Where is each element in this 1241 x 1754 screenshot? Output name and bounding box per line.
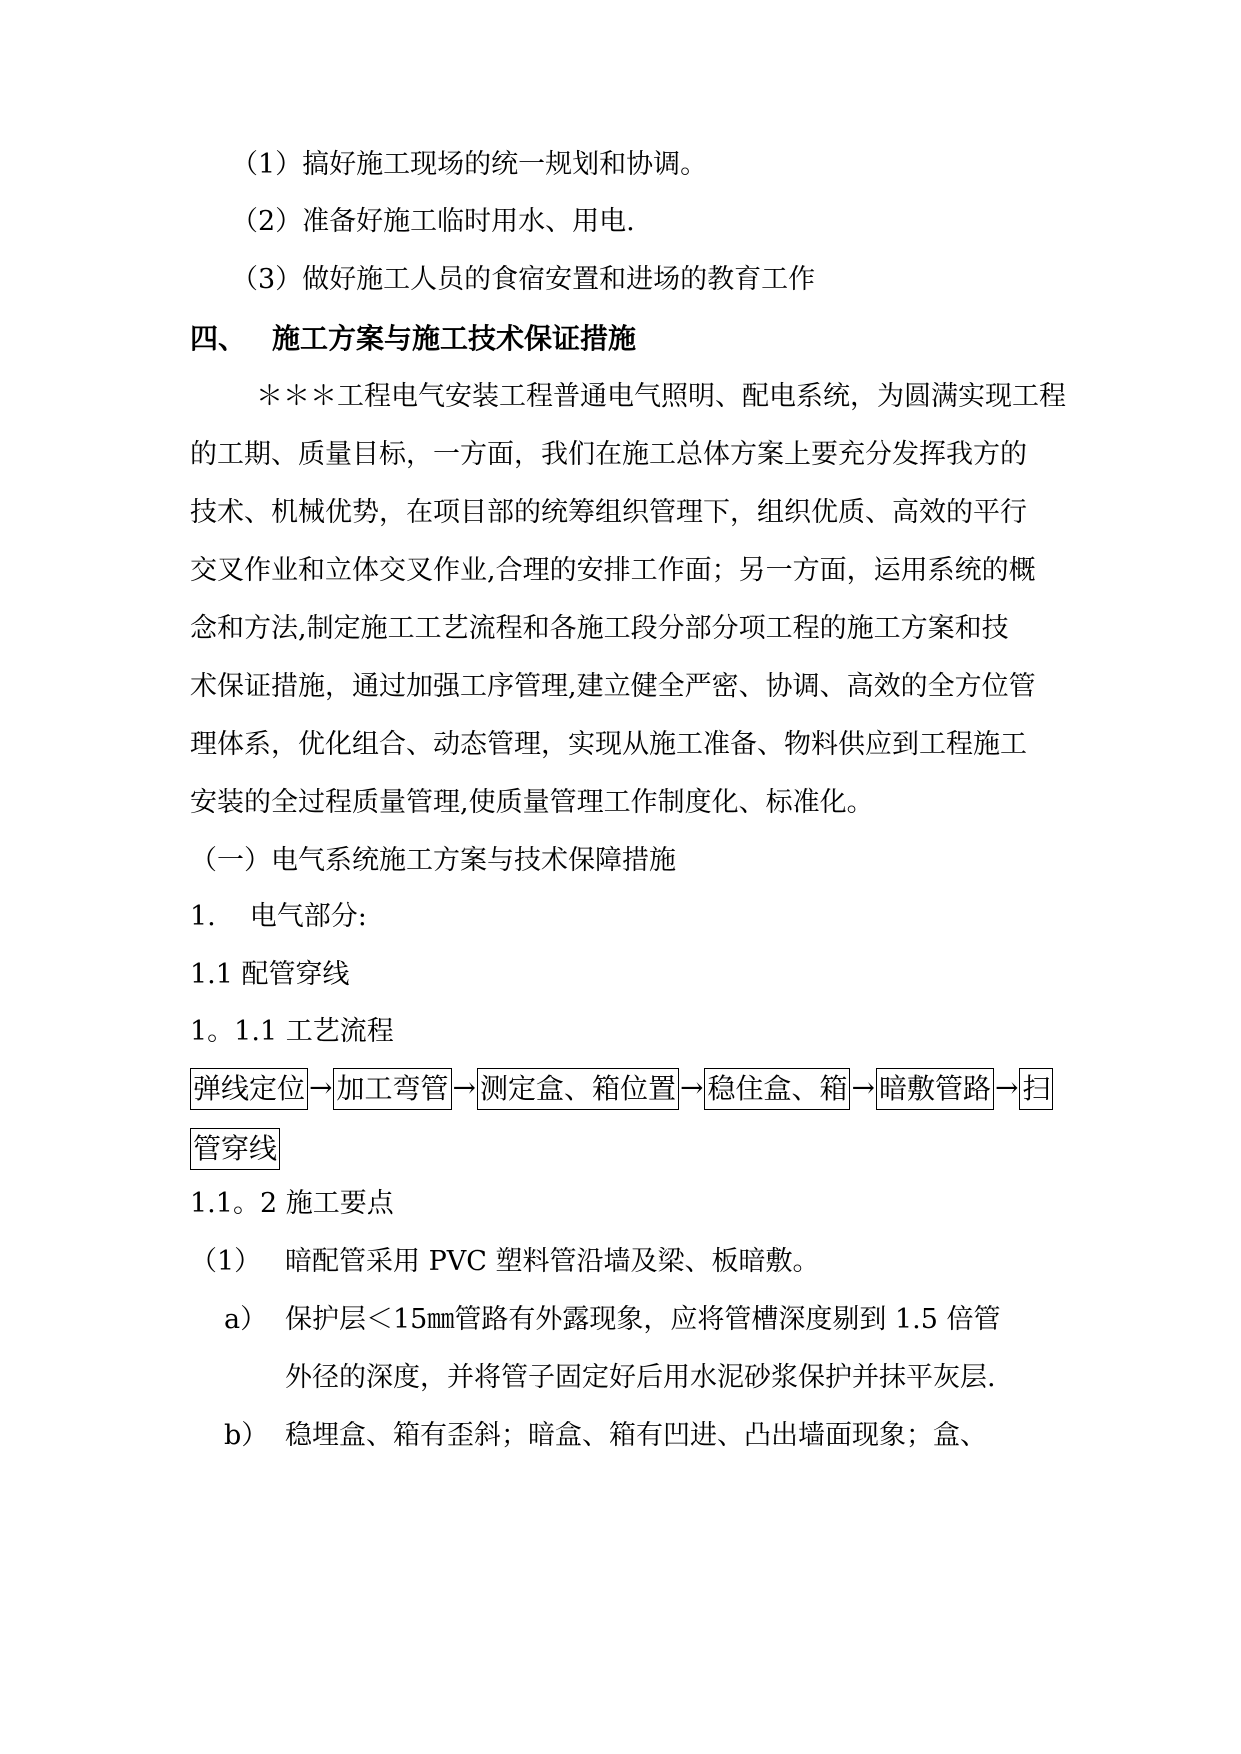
flow-step-6-end: 管穿线 <box>190 1128 280 1170</box>
flow-step-4: 稳住盒、箱 <box>704 1068 850 1110</box>
paragraph-line-6: 术保证措施，通过加强工序管理,建立健全严密、协调、高效的全方位管 <box>190 671 1036 702</box>
part-heading <box>190 900 367 934</box>
point-a-line-2: 外径的深度，并将管子固定好后用水泥砂浆保护并抹平灰层. <box>285 1362 996 1393</box>
flow-arrow-icon: → <box>994 1071 1019 1104</box>
point-1-number: （1） <box>190 1246 262 1277</box>
subsection-heading: （一）电气系统施工方案与技术保障措施 <box>190 845 676 876</box>
section-heading <box>190 322 636 356</box>
intro-item-1: （1）搞好施工现场的统一规划和协调。 <box>231 149 708 180</box>
paragraph-line-4: 交叉作业和立体交叉作业,合理的安排工作面；另一方面，运用系统的概 <box>190 555 1036 586</box>
heading-1-1-1: 1。1.1 工艺流程 <box>190 1016 394 1047</box>
point-b-label: b） <box>224 1420 269 1451</box>
flow-step-3: 测定盒、箱位置 <box>477 1068 679 1110</box>
point-1-text: 暗配管采用 PVC 塑料管沿墙及梁、板暗敷。 <box>285 1246 820 1277</box>
part-number: 1. <box>190 901 216 932</box>
section-title: 施工方案与施工技术保证措施 <box>272 322 637 355</box>
flow-arrow-icon: → <box>679 1071 704 1104</box>
paragraph-line-3: 技术、机械优势，在项目部的统筹组织管理下，组织优质、高效的平行 <box>190 497 1027 528</box>
part-title: 电气部分: <box>249 901 367 932</box>
point-b-line-1: 稳埋盒、箱有歪斜；暗盒、箱有凹进、凸出墙面现象；盒、 <box>285 1420 987 1451</box>
intro-item-3: （3）做好施工人员的食宿安置和进场的教育工作 <box>231 264 816 295</box>
heading-1-1: 1.1 配管穿线 <box>190 959 350 990</box>
flow-arrow-icon: → <box>452 1071 476 1104</box>
flow-step-5: 暗敷管路 <box>876 1068 994 1110</box>
paragraph-line-2: 的工期、质量目标，一方面，我们在施工总体方案上要充分发挥我方的 <box>190 439 1027 470</box>
point-a-label: a） <box>224 1304 268 1335</box>
intro-item-2: （2）准备好施工临时用水、用电. <box>231 206 635 237</box>
paragraph-line-7: 理体系，优化组合、动态管理，实现从施工准备、物料供应到工程施工 <box>190 729 1027 760</box>
point-a-line-1: 保护层＜15㎜管路有外露现象，应将管槽深度剔到 1.5 倍管 <box>285 1304 1001 1335</box>
process-flow-row-1 <box>190 1068 1053 1110</box>
section-number: 四、 <box>190 322 247 355</box>
flow-arrow-icon: → <box>851 1071 875 1104</box>
paragraph-line-5: 念和方法,制定施工工艺流程和各施工段分部分项工程的施工方案和技 <box>190 613 1009 644</box>
flow-step-6-start: 扫 <box>1019 1068 1053 1110</box>
flow-step-1: 弹线定位 <box>190 1068 308 1110</box>
flow-arrow-icon: → <box>309 1071 333 1104</box>
paragraph-line-1: ＊＊＊工程电气安装工程普通电气照明、配电系统，为圆满实现工程 <box>256 381 1066 412</box>
paragraph-line-8: 安装的全过程质量管理,使质量管理工作制度化、标准化。 <box>190 787 874 818</box>
process-flow-row-2 <box>190 1128 280 1170</box>
flow-step-2: 加工弯管 <box>333 1068 451 1110</box>
heading-1-1-2: 1.1。2 施工要点 <box>190 1188 394 1219</box>
